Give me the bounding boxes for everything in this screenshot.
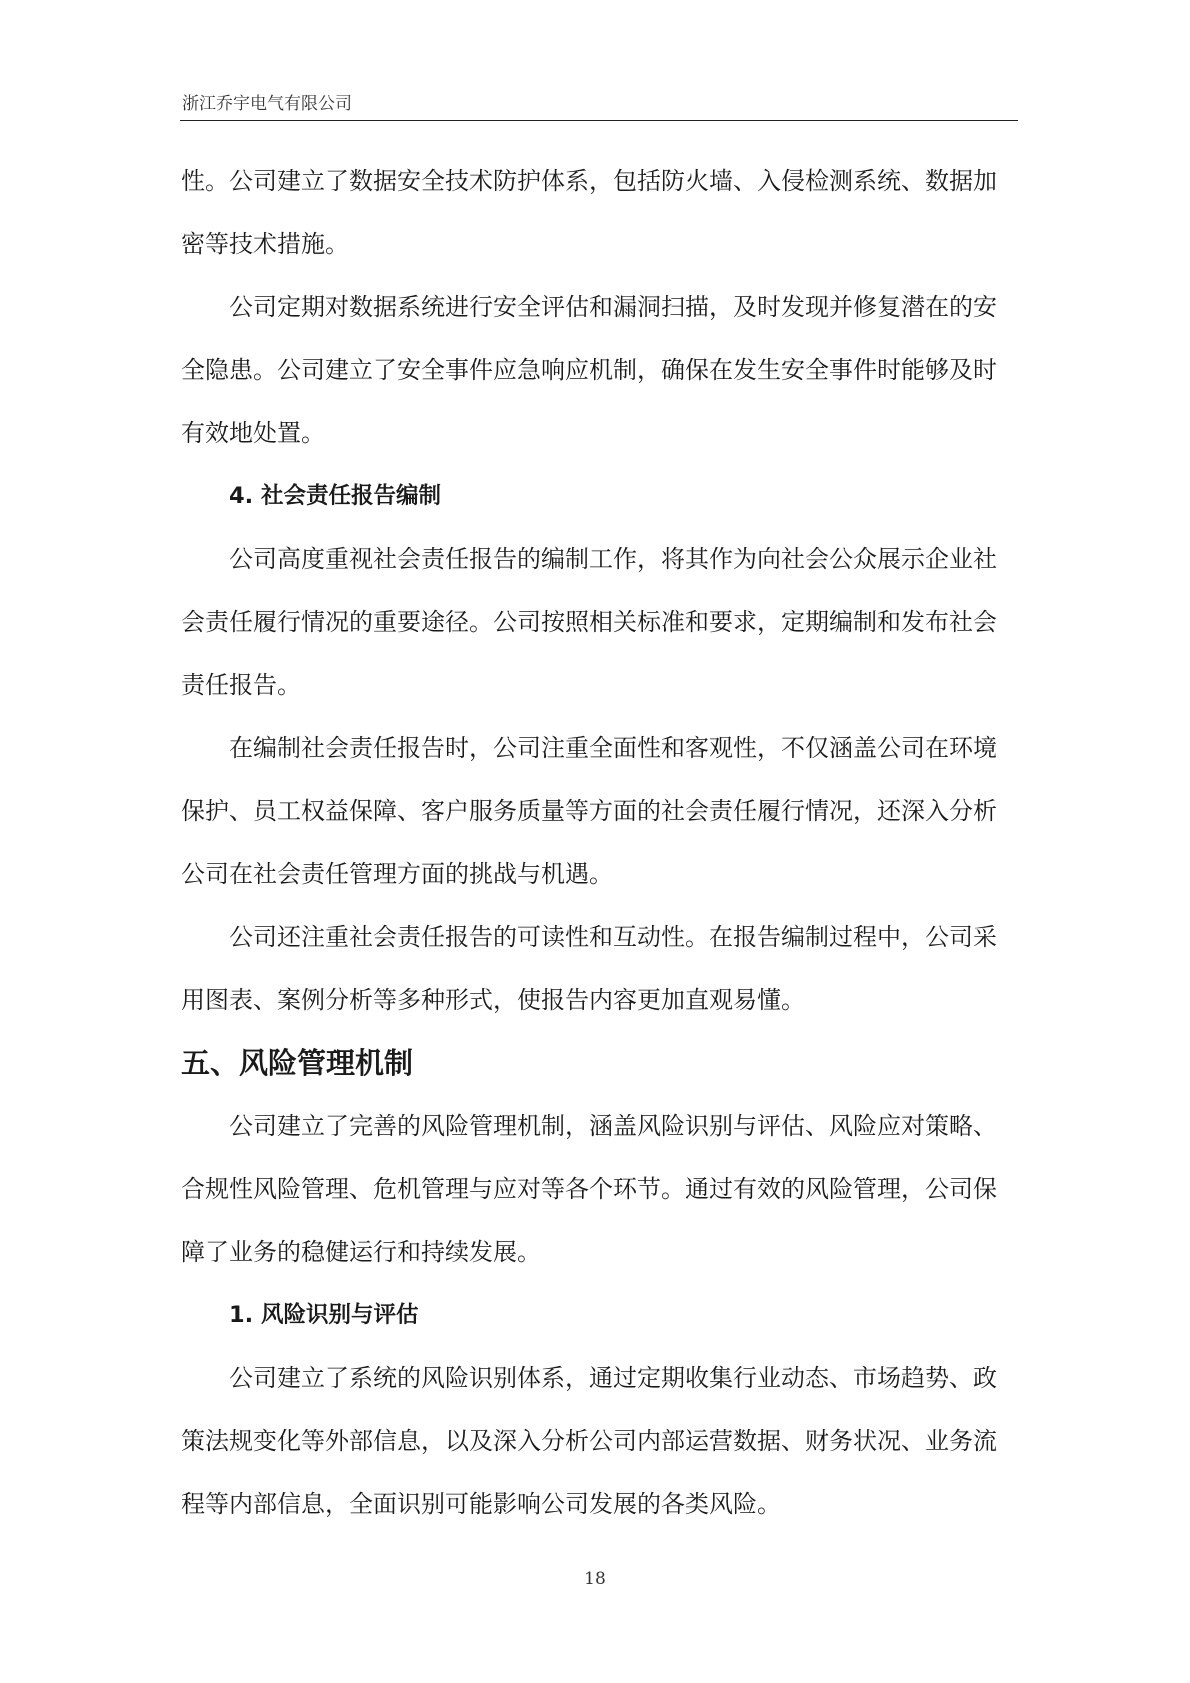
text-line: 用图表、案例分析等多种形式，使报告内容更加直观易懂。: [181, 986, 805, 1014]
paragraph: [181, 717, 1017, 906]
text-line: 公司还注重社会责任报告的可读性和互动性。在报告编制过程中，公司采: [229, 923, 997, 951]
page-header: [180, 86, 1018, 121]
text-line: 公司定期对数据系统进行安全评估和漏洞扫描，及时发现并修复潜在的安: [229, 293, 997, 321]
text-line: 公司建立了系统的风险识别体系，通过定期收集行业动态、市场趋势、政: [229, 1364, 997, 1392]
paragraph: [181, 276, 1017, 465]
text-line: 全隐患。公司建立了安全事件应急响应机制，确保在发生安全事件时能够及时: [181, 356, 997, 384]
text-line: 性。公司建立了数据安全技术防护体系，包括防火墙、入侵检测系统、数据加: [181, 167, 997, 195]
subsection-heading: 1. 风险识别与评估: [229, 1302, 419, 1328]
section-heading: 五、风险管理机制: [181, 1046, 414, 1080]
text-line: 公司在社会责任管理方面的挑战与机遇。: [181, 860, 613, 888]
page-number: 18: [584, 1569, 606, 1589]
text-line: 责任报告。: [181, 671, 301, 699]
paragraph: [181, 906, 1017, 1032]
paragraph: [181, 1095, 1017, 1284]
text-line: 有效地处置。: [181, 419, 325, 447]
text-line: 程等内部信息，全面识别可能影响公司发展的各类风险。: [181, 1490, 781, 1518]
text-line: 公司建立了完善的风险管理机制，涵盖风险识别与评估、风险应对策略、: [229, 1112, 997, 1140]
text-line: 会责任履行情况的重要途径。公司按照相关标准和要求，定期编制和发布社会: [181, 608, 997, 636]
text-line: 在编制社会责任报告时，公司注重全面性和客观性，不仅涵盖公司在环境: [229, 734, 997, 762]
text-line: 策法规变化等外部信息，以及深入分析公司内部运营数据、财务状况、业务流: [181, 1427, 997, 1455]
text-line: 合规性风险管理、危机管理与应对等各个环节。通过有效的风险管理，公司保: [181, 1175, 997, 1203]
text-line: 密等技术措施。: [181, 230, 349, 258]
header-company-name: 浙江乔宇电气有限公司: [182, 94, 352, 114]
text-line: 障了业务的稳健运行和持续发展。: [181, 1238, 541, 1266]
paragraph: [181, 1347, 1017, 1536]
text-line: 保护、员工权益保障、客户服务质量等方面的社会责任履行情况，还深入分析: [181, 797, 997, 825]
paragraph: [181, 150, 1017, 276]
subsection-heading: 4. 社会责任报告编制: [229, 483, 442, 509]
paragraph: [181, 528, 1017, 717]
document-body: [181, 150, 1017, 1536]
text-line: 公司高度重视社会责任报告的编制工作，将其作为向社会公众展示企业社: [229, 545, 997, 573]
